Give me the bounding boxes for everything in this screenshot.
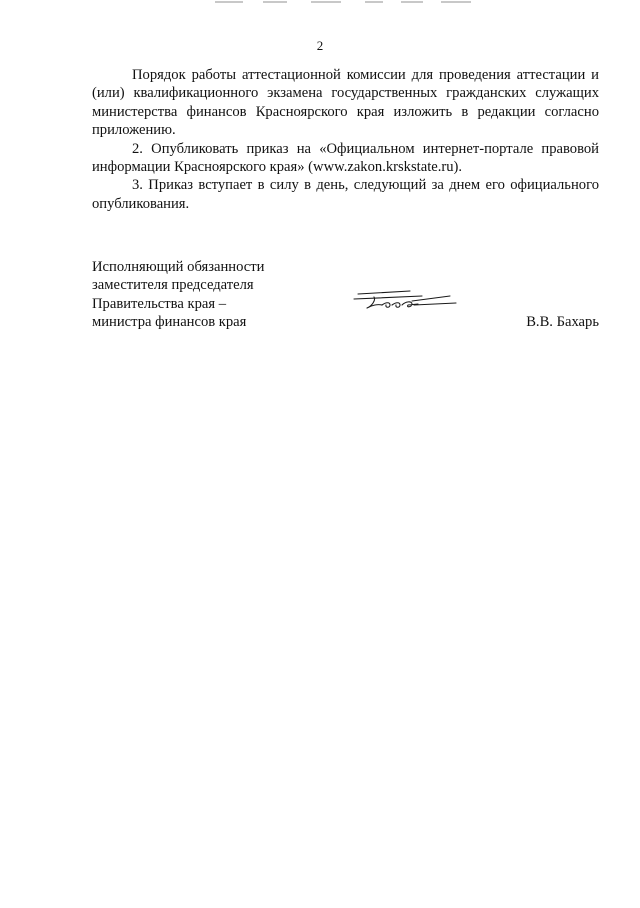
paragraph-3: 3. Приказ вступает в силу в день, следующий за днем его официального опубликования. (92, 177, 599, 212)
signer-name: В.В. Бахарь (526, 314, 599, 330)
paragraph-1: Порядок работы аттестационной комиссии для проведения аттестации и (или) квалификационного экзамена государственных гражданских служащих министерства финансов Красноярского края изложить в редакции согласно приложению. (92, 67, 599, 139)
scan-artifact (215, 0, 475, 6)
document-body (92, 66, 599, 213)
position-line-1: Исполняющий обязанности (92, 259, 265, 275)
page-number: 2 (316, 38, 324, 53)
position-line-2: заместителя председателя (92, 277, 254, 294)
position-line-3: Правительства края – (92, 295, 227, 312)
paragraph-2: 2. Опубликовать приказ на «Официальном интернет-портале правовой информации Красноярского края» (www.zakon.krskstate.ru). (92, 140, 599, 176)
position-line-4: министра финансов края (92, 314, 247, 331)
signatory-position (92, 258, 282, 332)
handwritten-signature (352, 284, 464, 314)
